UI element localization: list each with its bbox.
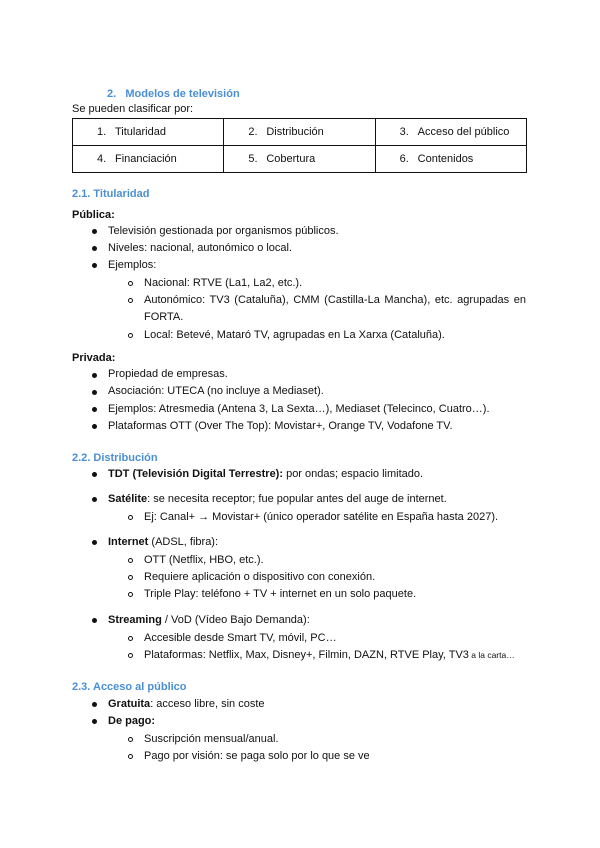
bullet-icon [92, 719, 97, 724]
section-title: Modelos de televisión [125, 88, 240, 100]
circle-bullet-icon [128, 636, 133, 641]
list-item: Streaming / VoD (Vídeo Bajo Demanda): [108, 614, 310, 626]
intro-text: Se pueden clasificar por: [72, 103, 194, 115]
circle-bullet-icon [128, 558, 133, 563]
subsection-title: 2.3. Acceso al público [72, 681, 187, 693]
table-cell: 6. Contenidos [375, 146, 526, 173]
list-item: Nacional: RTVE (La1, La2, etc.). [144, 277, 303, 289]
bullet-icon [92, 246, 97, 251]
list-item: Triple Play: teléfono + TV + internet en un solo paquete. [144, 588, 417, 600]
circle-bullet-icon [128, 737, 133, 742]
list-item: Ejemplos: [108, 259, 157, 271]
table-row [73, 146, 527, 173]
table-cell: 3. Acceso del público [375, 119, 526, 146]
list-item: OTT (Netflix, HBO, etc.). [144, 554, 264, 566]
list-item: Propiedad de empresas. [108, 368, 228, 380]
list-item: Pago por visión: se paga solo por lo que se ve [144, 750, 370, 762]
list-item: Ejemplos: Atresmedia (Antena 3, La Sexta…), Mediaset (Telecinco, Cuatro…). [108, 403, 490, 415]
publica-label: Pública: [72, 209, 115, 221]
table-cell: 2. Distribución [224, 119, 375, 146]
bullet-icon [92, 407, 97, 412]
subsection-title: 2.2. Distribución [72, 452, 158, 464]
circle-bullet-icon [128, 653, 133, 658]
bullet-icon [92, 229, 97, 234]
list-item: Local: Betevé, Mataró TV, agrupadas en La Xarxa (Cataluña). [144, 329, 445, 341]
table-cell: 5. Cobertura [224, 146, 375, 173]
list-item: Gratuita: acceso libre, sin coste [108, 698, 265, 710]
bullet-icon [92, 390, 97, 395]
bullet-icon [92, 497, 97, 502]
list-item: De pago: [108, 715, 156, 727]
bullet-icon [92, 540, 97, 545]
table-row [73, 119, 527, 146]
list-item: Niveles: nacional, autonómico o local. [108, 242, 293, 254]
circle-bullet-icon [128, 281, 133, 286]
table-cell: 1. Titularidad [73, 119, 224, 146]
list-item: Ej: Canal+ → Movistar+ (único operador satélite en España hasta 2027). [144, 511, 499, 523]
bullet-icon [92, 472, 97, 477]
list-item: Internet (ADSL, fibra): [108, 536, 219, 548]
circle-bullet-icon [128, 592, 133, 597]
bullet-icon [92, 263, 97, 268]
list-item: Asociación: UTECA (no incluye a Mediaset). [108, 385, 324, 397]
bullet-icon [92, 373, 97, 378]
circle-bullet-icon [128, 298, 133, 303]
list-item-continuation: FORTA. [144, 311, 184, 323]
list-item: Satélite: se necesita receptor; fue popular antes del auge de internet. [108, 493, 447, 505]
list-item: Suscripción mensual/anual. [144, 733, 279, 745]
bullet-icon [92, 618, 97, 623]
privada-label: Privada: [72, 352, 116, 364]
list-item: Requiere aplicación o dispositivo con conexión. [144, 571, 376, 583]
list-item: TDT (Televisión Digital Terrestre): por ondas; espacio limitado. [108, 468, 424, 480]
section-number: 2. [107, 88, 117, 100]
section-heading [107, 88, 240, 100]
subsection-title: 2.1. Titularidad [72, 188, 150, 200]
circle-bullet-icon [128, 575, 133, 580]
list-item: Televisión gestionada por organismos públicos. [108, 225, 339, 237]
list-item: Plataformas: Netflix, Max, Disney+, Filmin, DAZN, RTVE Play, TV3 a la carta… [144, 649, 515, 661]
circle-bullet-icon [128, 333, 133, 338]
bullet-icon [92, 702, 97, 707]
circle-bullet-icon [128, 515, 133, 520]
classification-table [72, 118, 527, 173]
table-cell: 4. Financiación [73, 146, 224, 173]
list-item: Accesible desde Smart TV, móvil, PC… [144, 632, 337, 644]
list-item: Plataformas OTT (Over The Top): Movistar+, Orange TV, Vodafone TV. [108, 420, 453, 432]
circle-bullet-icon [128, 754, 133, 759]
list-item: Autonómico: TV3 (Cataluña), CMM (Castilla-La Mancha), etc. agrupadas en [144, 294, 526, 306]
bullet-icon [92, 424, 97, 429]
